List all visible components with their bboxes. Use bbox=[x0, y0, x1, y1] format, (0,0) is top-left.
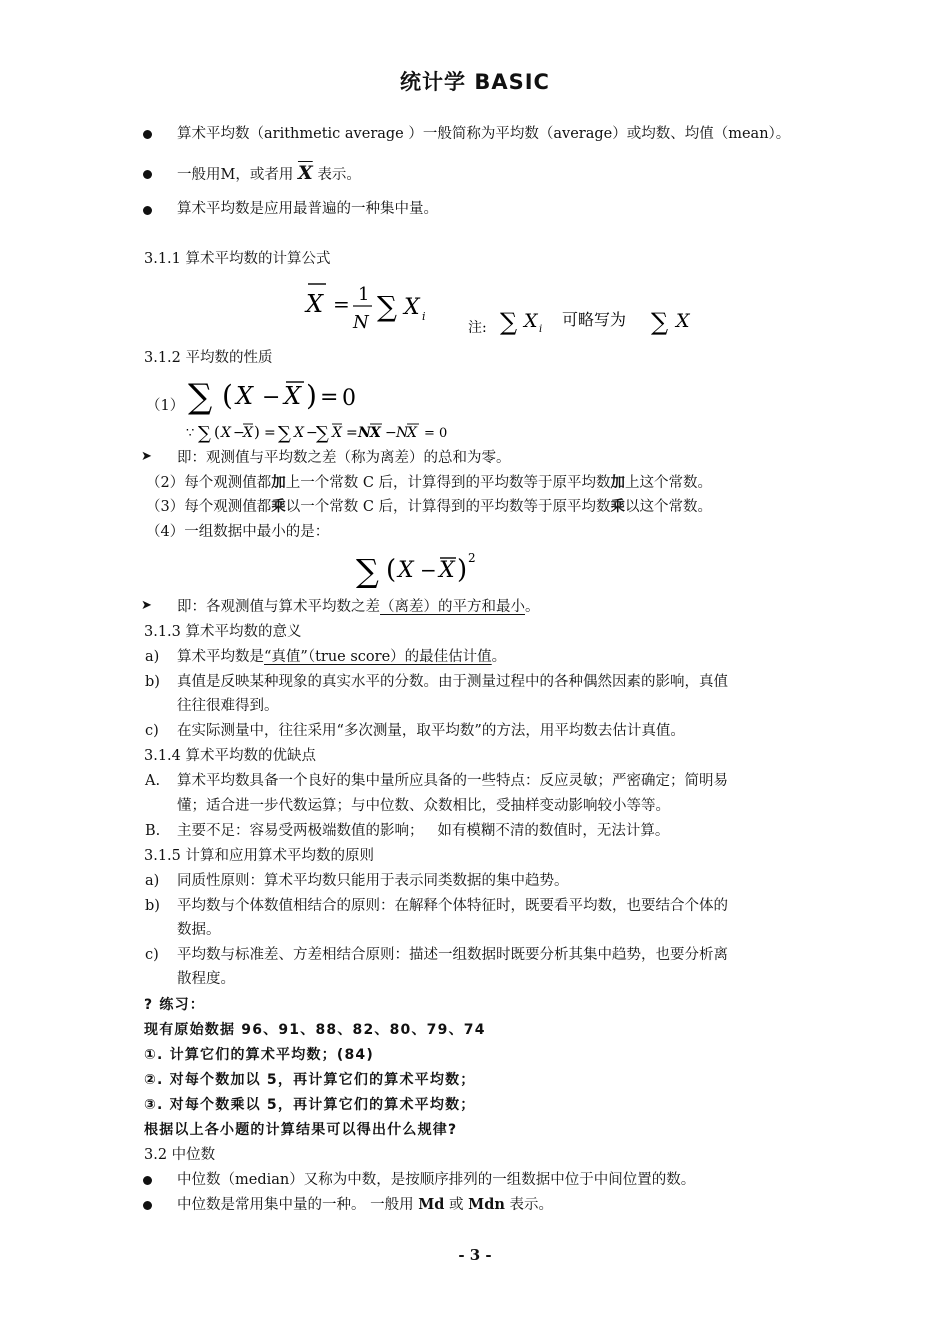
svg-text:∑: ∑ bbox=[278, 423, 291, 444]
svg-text:X: X bbox=[439, 558, 455, 583]
section-heading-3-2: 3.2 中位数 bbox=[144, 1147, 216, 1163]
pros-line-1: 算术平均数具备一个良好的集中量所应具备的一些特点：反应灵敏；严密确定；简明易 bbox=[177, 773, 728, 789]
svg-text:2: 2 bbox=[468, 551, 476, 565]
exercise-q2 bbox=[144, 1070, 475, 1090]
property-1-label: （1） bbox=[146, 398, 185, 414]
item-label: a) bbox=[145, 649, 160, 665]
meaning-b-line-2: 往往很难得到。 bbox=[177, 698, 279, 714]
intro-bullet-2 bbox=[177, 163, 361, 185]
principle-a: 同质性原则：算术平均数只能用于表示同类数据的集中趋势。 bbox=[177, 873, 569, 889]
pros-line-2: 懂；适合进一步代数运算；与中位数、众数相比，受抽样变动影响较小等等。 bbox=[177, 798, 670, 814]
svg-text:∵: ∵ bbox=[186, 426, 195, 441]
median-bullet-2-or: 或 bbox=[449, 1197, 464, 1213]
svg-text:0: 0 bbox=[342, 386, 356, 411]
property-3 bbox=[146, 497, 712, 517]
property-4-note-underlined: （离差）的平方和最小 bbox=[380, 599, 525, 615]
item-label: c) bbox=[145, 947, 159, 963]
section-heading-3-1-5: 3.1.5 计算和应用算术平均数的原则 bbox=[144, 848, 375, 864]
svg-text:X: X bbox=[236, 382, 254, 410]
svg-text:−: − bbox=[262, 385, 281, 410]
svg-text:−: − bbox=[385, 425, 397, 441]
bullet-icon bbox=[141, 1198, 155, 1212]
property-3-text-end: 以这个常数。 bbox=[625, 499, 713, 515]
meaning-c: 在实际测量中，往往采用“多次测量，取平均数”的方法，用平均数去估计真值。 bbox=[177, 723, 685, 739]
svg-text:=: = bbox=[264, 425, 276, 441]
svg-text:∑: ∑ bbox=[651, 308, 669, 336]
property-1-note: 即：观测值与平均数之差（称为离差）的总和为零。 bbox=[177, 450, 511, 466]
item-label: c) bbox=[145, 723, 159, 739]
property-3-text: （3）每个观测值都 bbox=[146, 499, 272, 515]
note-prefix: 注: bbox=[468, 320, 487, 336]
meaning-a bbox=[177, 647, 506, 667]
svg-text:= 0: = 0 bbox=[424, 426, 448, 441]
svg-text:): ) bbox=[457, 555, 468, 585]
item-label: b) bbox=[145, 898, 160, 914]
property-4: （4）一组数据中最小的是： bbox=[146, 524, 330, 540]
property-1-formula bbox=[186, 372, 386, 416]
svg-text:(: ( bbox=[214, 423, 220, 441]
property-3-bold-2: 乘 bbox=[610, 498, 626, 515]
bullet-icon bbox=[141, 203, 155, 217]
median-bullet-2-end: 表示。 bbox=[509, 1197, 553, 1213]
bullet-icon bbox=[141, 127, 155, 141]
exercise-data: 现有原始数据 96、91、88、82、80、79、74 bbox=[144, 1022, 486, 1038]
svg-text:X: X bbox=[243, 425, 253, 441]
svg-text:−: − bbox=[420, 558, 437, 582]
bullet-icon bbox=[141, 167, 155, 181]
md-symbol: Md bbox=[418, 1196, 445, 1213]
item-label: B. bbox=[145, 823, 161, 839]
formula-one: 1 bbox=[358, 284, 370, 305]
property-4-formula bbox=[354, 546, 494, 590]
mean-formula bbox=[300, 278, 720, 338]
exercise-q3 bbox=[144, 1095, 475, 1115]
property-2-text: （2）每个观测值都 bbox=[146, 475, 272, 491]
svg-text:∑: ∑ bbox=[500, 308, 518, 336]
formula-xi: X bbox=[404, 295, 420, 320]
svg-text:∑: ∑ bbox=[316, 423, 329, 444]
svg-text:∑: ∑ bbox=[356, 552, 379, 590]
arrow-bullet-icon: ➤ bbox=[141, 598, 152, 613]
meaning-b-line-1: 真值是反映某种现象的真实水平的分数。由于测量过程中的各种偶然因素的影响，真值 bbox=[177, 674, 728, 690]
exercise-q3-bold: 乘 bbox=[230, 1097, 246, 1113]
property-4-note bbox=[177, 597, 540, 617]
svg-text:): ) bbox=[306, 379, 317, 412]
formula-subscript-i: i bbox=[422, 310, 426, 323]
section-heading-3-1-4: 3.1.4 算术平均数的优缺点 bbox=[144, 748, 317, 764]
formula-n: N bbox=[353, 312, 369, 333]
svg-text:): ) bbox=[254, 423, 260, 441]
svg-text:i: i bbox=[539, 324, 543, 335]
svg-text:X: X bbox=[524, 310, 538, 332]
svg-text:∑: ∑ bbox=[198, 423, 211, 444]
svg-text:X: X bbox=[398, 558, 414, 583]
item-label: A. bbox=[145, 773, 161, 789]
property-2-bold: 加 bbox=[271, 474, 286, 491]
principle-c-line-2: 散程度。 bbox=[177, 971, 235, 987]
meaning-a-text: 算术平均数是 bbox=[177, 649, 264, 665]
intro-bullet-2-tail: 表示。 bbox=[317, 167, 361, 183]
svg-text:=: = bbox=[320, 385, 339, 410]
svg-text:∑: ∑ bbox=[188, 377, 213, 416]
exercise-q2-bold: 加 bbox=[230, 1072, 246, 1088]
property-1-proof bbox=[186, 420, 486, 444]
svg-text:X: X bbox=[221, 425, 231, 441]
arrow-bullet-icon: ➤ bbox=[141, 449, 152, 464]
mdn-symbol: Mdn bbox=[468, 1196, 505, 1213]
svg-text:=: = bbox=[333, 292, 350, 316]
exercise-q2-end: 以 5，再计算它们的算术平均数； bbox=[245, 1072, 476, 1088]
property-3-text-mid: 以一个常数 C 后，计算得到的平均数等于原平均数 bbox=[285, 499, 611, 515]
property-2 bbox=[146, 473, 712, 493]
section-heading-3-1-2: 3.1.2 平均数的性质 bbox=[144, 350, 273, 366]
svg-text:X: X bbox=[370, 425, 381, 441]
principle-c-line-1: 平均数与标准差、方差相结合原则：描述一组数据时既要分析其集中趋势，也要分析离 bbox=[177, 947, 728, 963]
property-4-note-text: 即：各观测值与算术平均数之差 bbox=[177, 599, 380, 615]
svg-text:X: X bbox=[407, 425, 417, 441]
svg-text:N: N bbox=[358, 425, 371, 441]
intro-bullet-1: 算术平均数（arithmetic average ）一般简称为平均数（average）或均数、均值（mean）。 bbox=[177, 126, 791, 142]
section-heading-3-1-1: 3.1.1 算术平均数的计算公式 bbox=[144, 251, 331, 267]
svg-text:X: X bbox=[332, 425, 342, 441]
property-3-bold: 乘 bbox=[271, 498, 286, 515]
svg-text:(: ( bbox=[222, 379, 233, 412]
meaning-a-end: 。 bbox=[491, 649, 507, 665]
property-2-text-mid: 上一个常数 C 后，计算得到的平均数等于原平均数 bbox=[285, 475, 611, 491]
svg-text:X: X bbox=[676, 310, 690, 332]
median-bullet-1: 中位数（median）又称为中数，是按顺序排列的一组数据中位于中间位置的数。 bbox=[177, 1172, 696, 1188]
median-bullet-2 bbox=[177, 1195, 553, 1215]
exercise-q3-text: ③. 对每个数 bbox=[144, 1097, 231, 1113]
exercise-q1: ①. 计算它们的算术平均数；(84) bbox=[144, 1047, 374, 1063]
svg-text:X: X bbox=[284, 382, 302, 410]
principle-b-line-2: 数据。 bbox=[177, 922, 221, 938]
svg-text:N: N bbox=[396, 425, 409, 441]
exercise-title: ? 练习： bbox=[144, 997, 205, 1013]
formula-x: X bbox=[306, 290, 324, 318]
property-4-note-end: 。 bbox=[525, 599, 540, 615]
svg-text:∑: ∑ bbox=[377, 290, 397, 323]
bullet-icon bbox=[141, 1173, 155, 1187]
principle-b-line-1: 平均数与个体数值相结合的原则：在解释个体特征时，既要看平均数，也要结合个体的 bbox=[177, 898, 728, 914]
intro-bullet-2-text: 一般用M，或者用 bbox=[177, 167, 294, 183]
cons: 主要不足：容易受两极端数值的影响； 如有模糊不清的数值时，无法计算。 bbox=[177, 823, 670, 839]
svg-text:=: = bbox=[346, 425, 358, 441]
svg-text:−: − bbox=[233, 425, 245, 441]
note-mid: 可略写为 bbox=[562, 310, 627, 329]
property-2-text-end: 上这个常数。 bbox=[625, 475, 713, 491]
item-label: b) bbox=[145, 674, 160, 690]
exercise-q2-text: ②. 对每个数 bbox=[144, 1072, 231, 1088]
intro-bullet-3: 算术平均数是应用最普遍的一种集中量。 bbox=[177, 201, 438, 217]
property-2-bold-2: 加 bbox=[610, 474, 626, 491]
section-heading-3-1-3: 3.1.3 算术平均数的意义 bbox=[144, 624, 302, 640]
exercise-q3-end: 以 5，再计算它们的算术平均数； bbox=[245, 1097, 476, 1113]
svg-text:X: X bbox=[294, 425, 304, 441]
page-title: 统计学 BASIC bbox=[400, 70, 550, 94]
x-bar-symbol: $\overline{X}$ bbox=[297, 162, 313, 184]
item-label: a) bbox=[145, 873, 160, 889]
exercise-question: 根据以上各小题的计算结果可以得出什么规律? bbox=[144, 1122, 458, 1138]
svg-text:(: ( bbox=[386, 555, 397, 585]
svg-text:−: − bbox=[306, 425, 318, 441]
page-number: - 3 - bbox=[458, 1246, 492, 1264]
meaning-a-underlined: “真值”（true score）的最佳估计值 bbox=[264, 649, 492, 665]
median-bullet-2-text: 中位数是常用集中量的一种。 一般用 bbox=[177, 1197, 414, 1213]
